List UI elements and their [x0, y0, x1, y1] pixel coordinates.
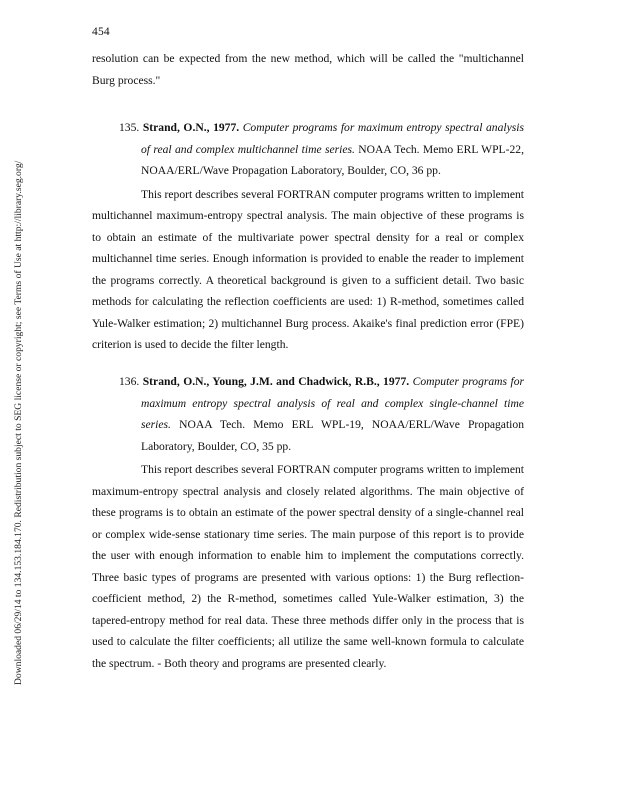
- intro-text: resolution can be expected from the new method, which will be called the "multichannel Burg process.": [92, 52, 524, 87]
- reference-source: NOAA Tech. Memo ERL WPL-19, NOAA/ERL/Wave Propagation Laboratory, Boulder, CO, 35 pp.: [141, 418, 524, 453]
- reference-title: Computer programs for maximum entropy spectral analysis of real and complex multichannel time series.: [141, 121, 524, 156]
- reference-authors: Strand, O.N., Young, J.M. and Chadwick, R.B., 1977.: [142, 375, 410, 388]
- reference-citation: [92, 371, 524, 457]
- reference-abstract: This report describes several FORTRAN computer programs written to implement multichannel maximum-entropy spectral analysis. The main objective of these programs is to obtain an estimate of the multivariate power spectral density for a real or complex multichannel time series. Enough information is provided to enable the reader to implement the programs correctly. A theoretical background is given to a sufficient detail. Two basic methods for calculating the reflection coefficients are used: 1) R-method, sometimes called Yule-Walker estimation; 2) multichannel Burg process. Akaike's final prediction error (FPE) criterion is used to decide the filter length.: [92, 187, 524, 351]
- intro-paragraph: [92, 48, 524, 91]
- reference-135: [92, 117, 524, 356]
- reference-136: [92, 371, 524, 674]
- page-number: 454: [92, 26, 110, 38]
- reference-abstract: This report describes several FORTRAN computer programs written to implement maximum-entropy spectral analysis and closely related algorithms. The main objective of these programs is to obtain an estimate of the power spectral density of a single-channel real or complex wide-sense stationary time series. The main purpose of this report is to provide the user with enough information to enable him to implement the computations correctly. Three basic types of programs are presented with various options: 1) the Burg reflection-coefficient method, 2) the R-method, sometimes called Yule-Walker estimation, 3) the tapered-entropy method for real data. These three methods differ only in the process that is used to calculate the filter coefficients; all utilize the same well-known formula to calculate the spectrum. - Both theory and programs are presented clearly.: [92, 463, 524, 670]
- reference-title: Computer programs for maximum entropy spectral analysis of real and complex single-channel time series.: [141, 375, 525, 431]
- reference-authors: Strand, O.N., 1977.: [142, 121, 240, 134]
- reference-number: 136.: [119, 375, 140, 388]
- reference-citation: [92, 117, 524, 182]
- reference-number: 135.: [119, 121, 140, 134]
- reference-source: NOAA Tech. Memo ERL WPL-22, NOAA/ERL/Wave Propagation Laboratory, Boulder, CO, 36 pp.: [141, 142, 524, 177]
- download-notice: Downloaded 06/29/14 to 134.153.184.170. Redistribution subject to SEG license or copyright; see Terms of Use at http://library.seg.org/: [13, 160, 24, 685]
